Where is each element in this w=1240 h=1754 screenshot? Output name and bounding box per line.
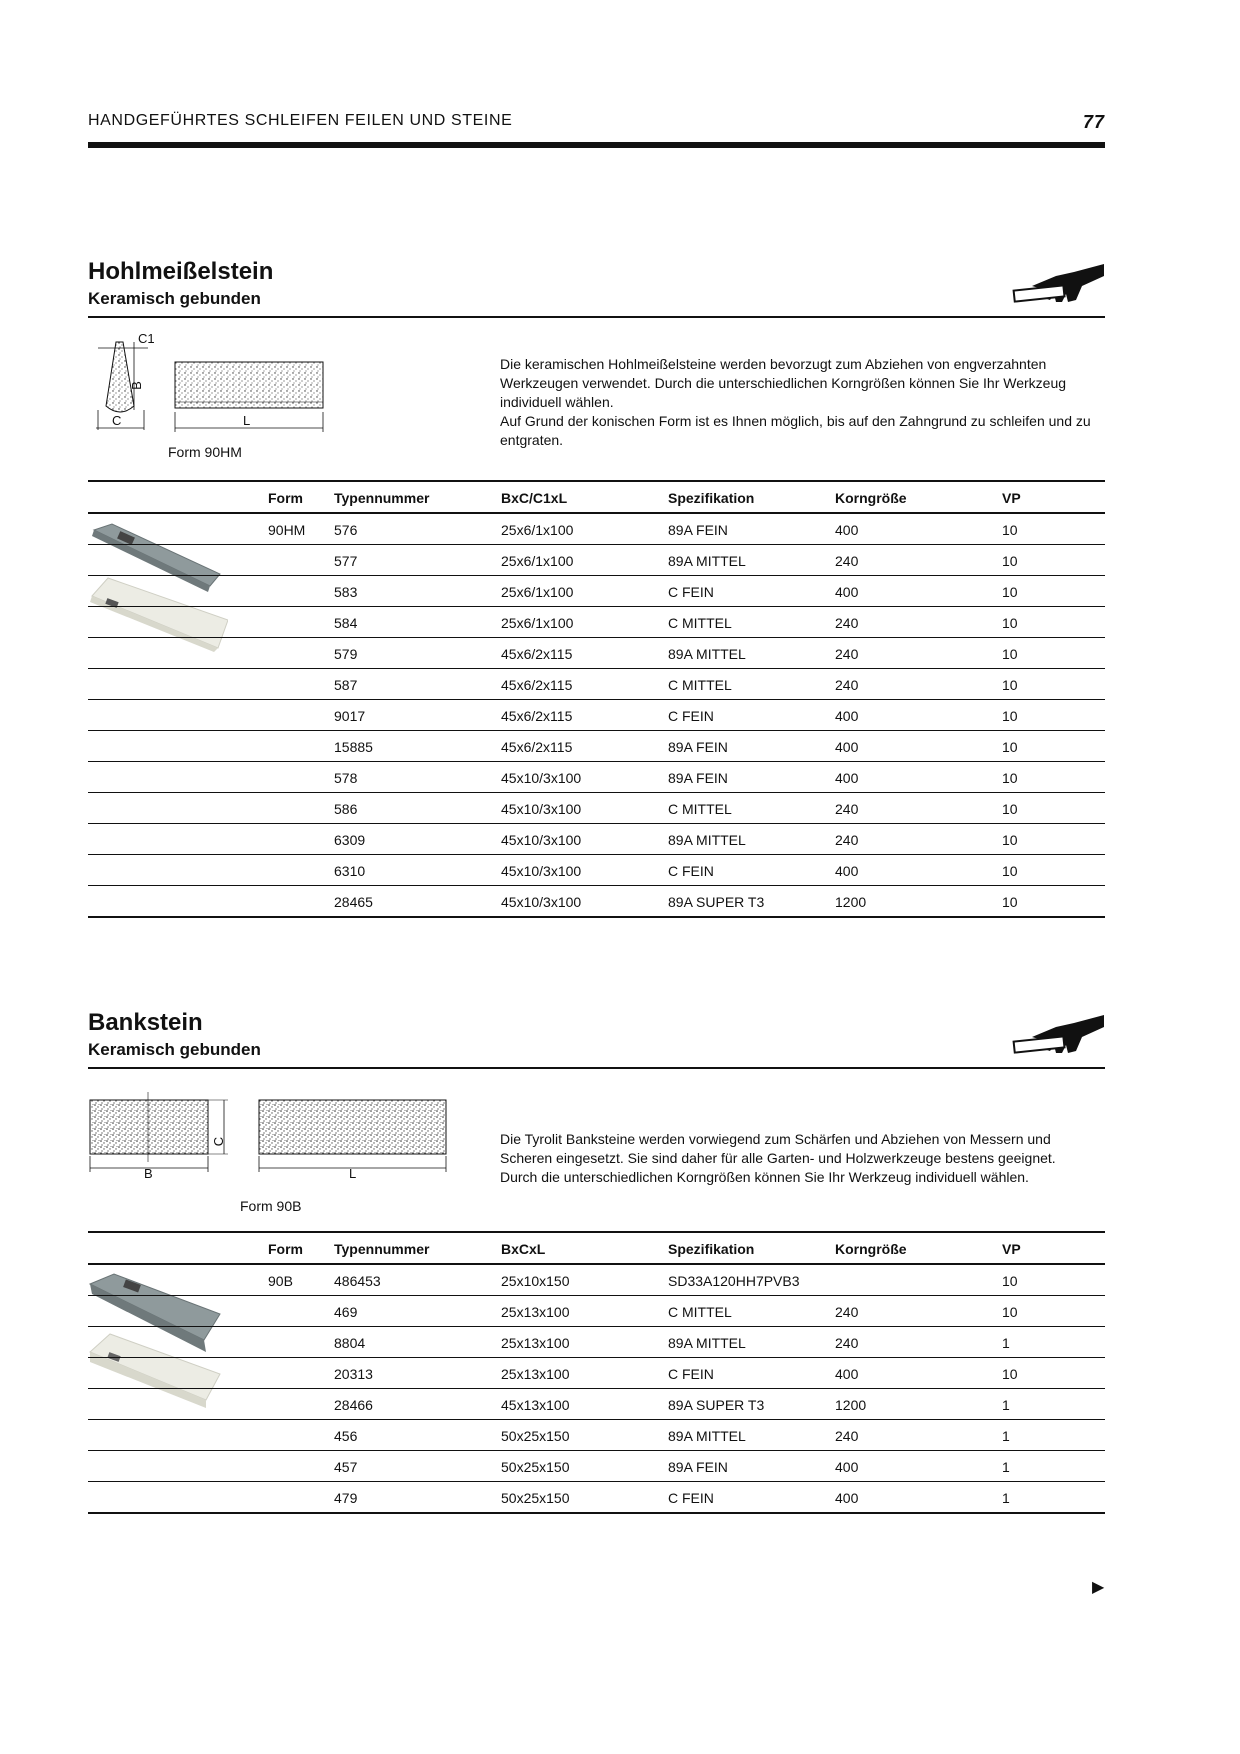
table-body: [88, 514, 1105, 918]
form-90b-diagram: [88, 1092, 458, 1172]
product-table-hohlmeisselstein: [88, 480, 1105, 918]
column-header-spezifikation: Spezifikation: [668, 490, 755, 506]
column-header-spezifikation: Spezifikation: [668, 1241, 755, 1257]
cell-vp: 10: [1002, 832, 1018, 848]
page-number: 77: [1082, 112, 1105, 132]
cell-vp: 1: [1002, 1335, 1010, 1351]
cell-korngroesse: 400: [835, 708, 859, 724]
cell-vp: 10: [1002, 522, 1018, 538]
cell-dimensions: 50x25x150: [501, 1490, 570, 1506]
cell-dimensions: 25x13x100: [501, 1366, 570, 1382]
table-row: [88, 1358, 1105, 1389]
cell-vp: 10: [1002, 770, 1018, 786]
cell-typennummer: 6309: [334, 832, 366, 848]
cell-vp: 10: [1002, 1304, 1018, 1320]
cell-spezifikation: C FEIN: [668, 584, 714, 600]
cell-spezifikation: SD33A120HH7PVB3: [668, 1273, 800, 1289]
cell-spezifikation: 89A FEIN: [668, 739, 728, 755]
table-body: [88, 1265, 1105, 1514]
column-header-korngroesse: Korngröße: [835, 490, 907, 506]
cell-typennummer: 28466: [334, 1397, 373, 1413]
cell-dimensions: 50x25x150: [501, 1428, 570, 1444]
section-title-bankstein: Bankstein: [88, 1009, 203, 1036]
cell-dimensions: 45x10/3x100: [501, 863, 582, 879]
cell-korngroesse: 240: [835, 1428, 859, 1444]
cell-form: 90HM: [268, 522, 306, 538]
form-caption: Form 90B: [240, 1198, 302, 1214]
cell-korngroesse: 240: [835, 615, 859, 631]
table-row: [88, 576, 1105, 607]
cell-dimensions: 45x10/3x100: [501, 801, 582, 817]
hand-holding-stone-icon: [1012, 1013, 1106, 1059]
cell-korngroesse: 1200: [835, 1397, 867, 1413]
table-row: [88, 607, 1105, 638]
section-description: [500, 1130, 1090, 1187]
cell-dimensions: 45x10/3x100: [501, 770, 582, 786]
label-c1: C1: [138, 331, 155, 346]
cell-dimensions: 25x6/1x100: [501, 584, 574, 600]
cell-typennummer: 479: [334, 1490, 358, 1506]
table-row: [88, 824, 1105, 855]
cell-spezifikation: 89A SUPER T3: [668, 894, 765, 910]
table-row: [88, 700, 1105, 731]
description-paragraph: Auf Grund der konischen Form ist es Ihnen möglich, bis auf den Zahngrund zu schleifen und zu entgraten.: [500, 413, 1091, 448]
cell-korngroesse: 400: [835, 1459, 859, 1475]
cell-spezifikation: C FEIN: [668, 863, 714, 879]
table-header-row: [88, 482, 1105, 514]
header-title: HANDGEFÜHRTES SCHLEIFEN FEILEN UND STEINE: [88, 112, 513, 129]
cell-spezifikation: C MITTEL: [668, 615, 732, 631]
cell-typennummer: 9017: [334, 708, 366, 724]
label-c: C: [211, 1136, 227, 1147]
cell-korngroesse: 400: [835, 770, 859, 786]
cell-typennummer: 28465: [334, 894, 373, 910]
cell-typennummer: 457: [334, 1459, 358, 1475]
cell-korngroesse: 240: [835, 677, 859, 693]
label-c: C: [112, 413, 122, 428]
cell-spezifikation: C FEIN: [668, 708, 714, 724]
cell-korngroesse: 240: [835, 553, 859, 569]
product-table-bankstein: [88, 1231, 1105, 1514]
column-header-korngroesse: Korngröße: [835, 1241, 907, 1257]
cell-korngroesse: 400: [835, 1490, 859, 1506]
cell-spezifikation: 89A FEIN: [668, 770, 728, 786]
cell-spezifikation: C FEIN: [668, 1490, 714, 1506]
cell-dimensions: 25x13x100: [501, 1304, 570, 1320]
cell-korngroesse: 400: [835, 522, 859, 538]
cell-spezifikation: 89A FEIN: [668, 522, 728, 538]
next-page-arrow-icon[interactable]: ▶: [1092, 1579, 1105, 1596]
description-paragraph: Die keramischen Hohlmeißelsteine werden bevorzugt zum Abziehen von engverzahnten Werkzeugen verwendet. Durch die unterschiedlichen Korngrößen können Sie Ihr Werkzeug individuell wählen.: [500, 356, 1067, 410]
cell-vp: 10: [1002, 584, 1018, 600]
cell-dimensions: 25x13x100: [501, 1335, 570, 1351]
cell-dimensions: 50x25x150: [501, 1459, 570, 1475]
table-row: [88, 1420, 1105, 1451]
cell-vp: 1: [1002, 1490, 1010, 1506]
column-header-vp: VP: [1002, 1241, 1021, 1257]
column-header-form: Form: [268, 490, 303, 506]
cell-form: 90B: [268, 1273, 293, 1289]
cell-spezifikation: 89A MITTEL: [668, 1428, 746, 1444]
cell-typennummer: 586: [334, 801, 358, 817]
form-90hm-diagram: [88, 330, 328, 435]
cell-vp: 10: [1002, 1273, 1018, 1289]
cell-korngroesse: 400: [835, 863, 859, 879]
cell-typennummer: 486453: [334, 1273, 381, 1289]
cell-typennummer: 583: [334, 584, 358, 600]
cell-vp: 10: [1002, 553, 1018, 569]
cell-vp: 1: [1002, 1428, 1010, 1444]
column-header-vp: VP: [1002, 490, 1021, 506]
cell-spezifikation: C MITTEL: [668, 1304, 732, 1320]
cell-spezifikation: C MITTEL: [668, 801, 732, 817]
cell-vp: 1: [1002, 1397, 1010, 1413]
cell-dimensions: 45x6/2x115: [501, 646, 573, 662]
table-row: [88, 886, 1105, 918]
form-caption: Form 90HM: [168, 444, 242, 460]
cell-typennummer: 8804: [334, 1335, 366, 1351]
column-header-dimensions: BxC/C1xL: [501, 490, 568, 506]
cell-dimensions: 45x13x100: [501, 1397, 570, 1413]
cell-dimensions: 45x6/2x115: [501, 739, 573, 755]
cell-vp: 10: [1002, 863, 1018, 879]
cell-korngroesse: 240: [835, 832, 859, 848]
cell-vp: 10: [1002, 739, 1018, 755]
cell-korngroesse: 1200: [835, 894, 867, 910]
cell-spezifikation: 89A MITTEL: [668, 1335, 746, 1351]
cell-vp: 10: [1002, 708, 1018, 724]
hand-holding-stone-icon: [1012, 262, 1106, 308]
cell-korngroesse: 240: [835, 1304, 859, 1320]
section-rule: [88, 1067, 1105, 1069]
column-header-dimensions: BxCxL: [501, 1241, 546, 1257]
table-row: [88, 669, 1105, 700]
table-row: [88, 1389, 1105, 1420]
cell-typennummer: 579: [334, 646, 358, 662]
cell-vp: 10: [1002, 615, 1018, 631]
cell-spezifikation: 89A FEIN: [668, 1459, 728, 1475]
table-header-row: [88, 1233, 1105, 1265]
cell-vp: 10: [1002, 1366, 1018, 1382]
section-subtitle: Keramisch gebunden: [88, 1040, 261, 1059]
column-header-typennummer: Typennummer: [334, 1241, 430, 1257]
cell-korngroesse: 400: [835, 739, 859, 755]
cell-spezifikation: 89A MITTEL: [668, 832, 746, 848]
table-row: [88, 1296, 1105, 1327]
cell-typennummer: 578: [334, 770, 358, 786]
table-row: [88, 1265, 1105, 1296]
cell-korngroesse: 400: [835, 1366, 859, 1382]
column-header-form: Form: [268, 1241, 303, 1257]
cell-typennummer: 587: [334, 677, 358, 693]
cell-vp: 1: [1002, 1459, 1010, 1475]
cell-typennummer: 584: [334, 615, 358, 631]
cell-korngroesse: 240: [835, 1335, 859, 1351]
table-row: [88, 1451, 1105, 1482]
cell-vp: 10: [1002, 801, 1018, 817]
label-l: L: [349, 1166, 357, 1181]
cell-spezifikation: 89A MITTEL: [668, 646, 746, 662]
cell-dimensions: 25x6/1x100: [501, 553, 574, 569]
table-row: [88, 514, 1105, 545]
cell-vp: 10: [1002, 894, 1018, 910]
table-row: [88, 1482, 1105, 1514]
cell-typennummer: 576: [334, 522, 358, 538]
table-row: [88, 638, 1105, 669]
cell-korngroesse: 240: [835, 646, 859, 662]
cell-typennummer: 577: [334, 553, 358, 569]
cell-dimensions: 25x6/1x100: [501, 615, 574, 631]
table-row: [88, 762, 1105, 793]
cell-dimensions: 25x10x150: [501, 1273, 570, 1289]
section-title-hohlmeisselstein: Hohlmeißelstein: [88, 258, 274, 285]
description-paragraph: Die Tyrolit Banksteine werden vorwiegend zum Schärfen und Abziehen von Messern und Scheren eingesetzt. Sie sind daher für alle Garten- und Holzwerkzeuge bestens geeignet. Durch die unterschiedlichen Korngrößen können Sie Ihr Werkzeug individuell wählen.: [500, 1131, 1056, 1185]
cell-typennummer: 15885: [334, 739, 373, 755]
section-subtitle: Keramisch gebunden: [88, 289, 261, 308]
section-rule: [88, 316, 1105, 318]
cell-vp: 10: [1002, 677, 1018, 693]
cell-spezifikation: 89A SUPER T3: [668, 1397, 765, 1413]
cell-spezifikation: C MITTEL: [668, 677, 732, 693]
cell-dimensions: 45x6/2x115: [501, 677, 573, 693]
section-description: [500, 355, 1100, 450]
table-row: [88, 855, 1105, 886]
label-b: B: [128, 381, 144, 390]
cell-typennummer: 6310: [334, 863, 366, 879]
cell-dimensions: 45x6/2x115: [501, 708, 573, 724]
cell-typennummer: 20313: [334, 1366, 373, 1382]
table-row: [88, 793, 1105, 824]
label-b: B: [144, 1166, 153, 1181]
header-rule: [88, 142, 1105, 148]
cell-typennummer: 469: [334, 1304, 358, 1320]
cell-korngroesse: 400: [835, 584, 859, 600]
cell-typennummer: 456: [334, 1428, 358, 1444]
column-header-typennummer: Typennummer: [334, 490, 430, 506]
label-l: L: [243, 413, 251, 428]
table-row: [88, 545, 1105, 576]
cell-dimensions: 45x10/3x100: [501, 894, 582, 910]
table-row: [88, 1327, 1105, 1358]
cell-spezifikation: 89A MITTEL: [668, 553, 746, 569]
cell-spezifikation: C FEIN: [668, 1366, 714, 1382]
cell-vp: 10: [1002, 646, 1018, 662]
table-row: [88, 731, 1105, 762]
cell-korngroesse: 240: [835, 801, 859, 817]
cell-dimensions: 45x10/3x100: [501, 832, 582, 848]
cell-dimensions: 25x6/1x100: [501, 522, 574, 538]
